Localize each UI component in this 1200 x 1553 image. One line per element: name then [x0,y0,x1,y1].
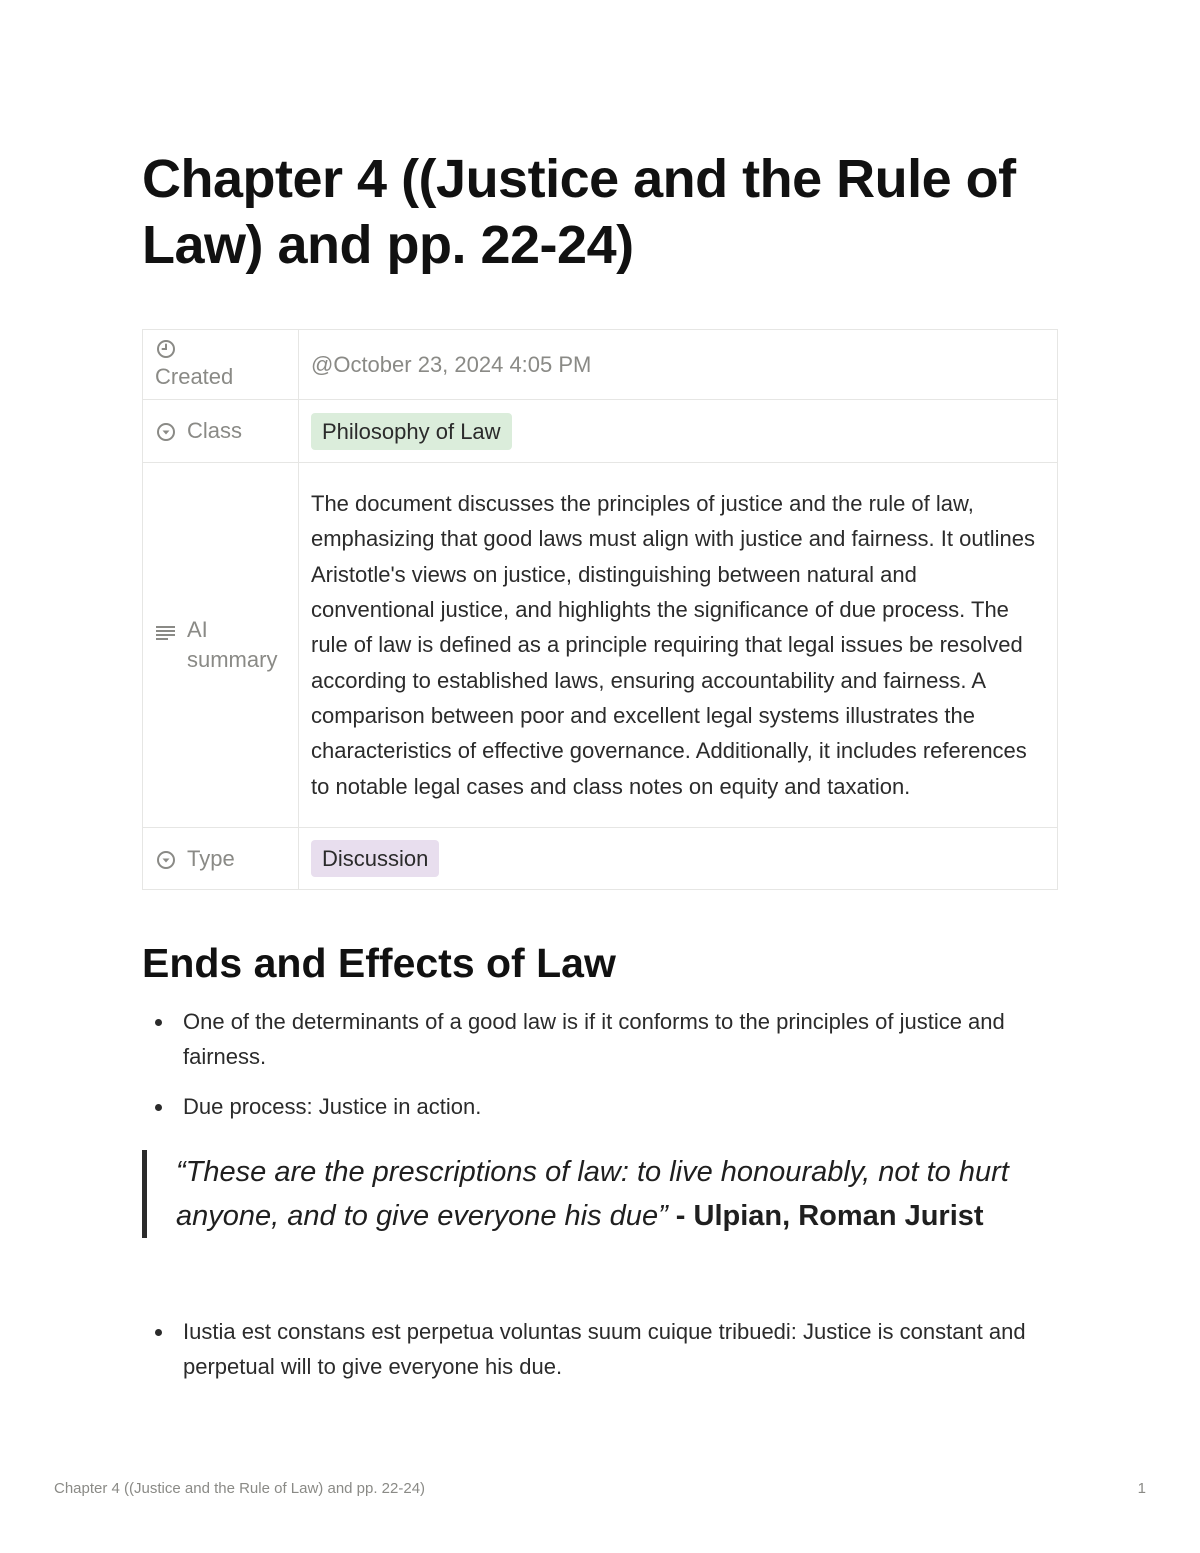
bullet-list [142,1314,1058,1399]
property-label-text: Type [187,845,235,871]
bullet-icon [155,1019,162,1026]
bullet-list [142,1004,1058,1139]
footer-page-number: 1 [1137,1480,1146,1497]
quote-attribution: Ulpian, Roman Jurist [693,1200,984,1232]
select-icon [155,420,177,442]
footer-title: Chapter 4 ((Justice and the Rule of Law) and pp. 22-24) [54,1480,426,1497]
type-tag[interactable]: Discussion [311,840,439,877]
property-row-class [143,400,1058,463]
select-icon [155,848,177,870]
list-item: One of the determinants of a good law is if it conforms to the principles of justice and fairness. [142,1004,1058,1074]
blockquote [142,1150,1056,1238]
quote-text: “These are the prescriptions of law: to live honourably, not to hurt anyone, and to give everyone his due” [176,1156,1009,1232]
property-row-ai-summary [143,463,1058,828]
property-value-created[interactable] [299,330,1058,400]
quote-separator: - [667,1200,694,1232]
property-label-class [143,400,299,463]
ai-summary-text: The document discusses the principles of justice and the rule of law, emphasizing that good laws must align with justice and fairness. It outlines Aristotle's views on justice, distinguishing between natural and conventional justice, and highlights the significance of due process. The rule of law is defined as a principle requiring that legal issues be resolved according to established laws, ensuring accountability and fairness. A comparison between poor and excellent legal systems illustrates the characteristics of effective governance. Additionally, it includes references to notable legal cases and class notes on equity and taxation. [311,491,1035,799]
class-tag[interactable]: Philosophy of Law [311,413,512,450]
property-value-class[interactable] [299,400,1058,463]
property-label-type [143,828,299,890]
list-item: Iustia est constans est perpetua voluntas suum cuique tribuedi: Justice is constant and perpetual will to give everyone his due. [142,1314,1058,1384]
property-row-created [143,330,1058,400]
page-title: Chapter 4 ((Justice and the Rule of Law) and pp. 22-24) [142,149,1016,275]
bullet-icon [155,1104,162,1111]
property-label-text: Class [187,418,243,443]
property-label-ai-summary [143,463,299,828]
property-value-ai-summary[interactable] [299,463,1058,828]
created-date: @October 23, 2024 4:05 PM [311,351,592,377]
properties-table [142,329,1058,890]
property-label-text: Created [155,363,234,389]
property-label-created [143,330,299,400]
clock-icon [155,338,177,360]
property-row-type [143,828,1058,890]
bullet-icon [155,1329,162,1336]
property-value-type[interactable] [299,828,1058,890]
section-heading: Ends and Effects of Law [142,940,616,986]
list-item: Due process: Justice in action. [142,1089,1058,1124]
text-lines-icon [155,621,177,643]
property-label-text: AI summary [187,617,278,672]
